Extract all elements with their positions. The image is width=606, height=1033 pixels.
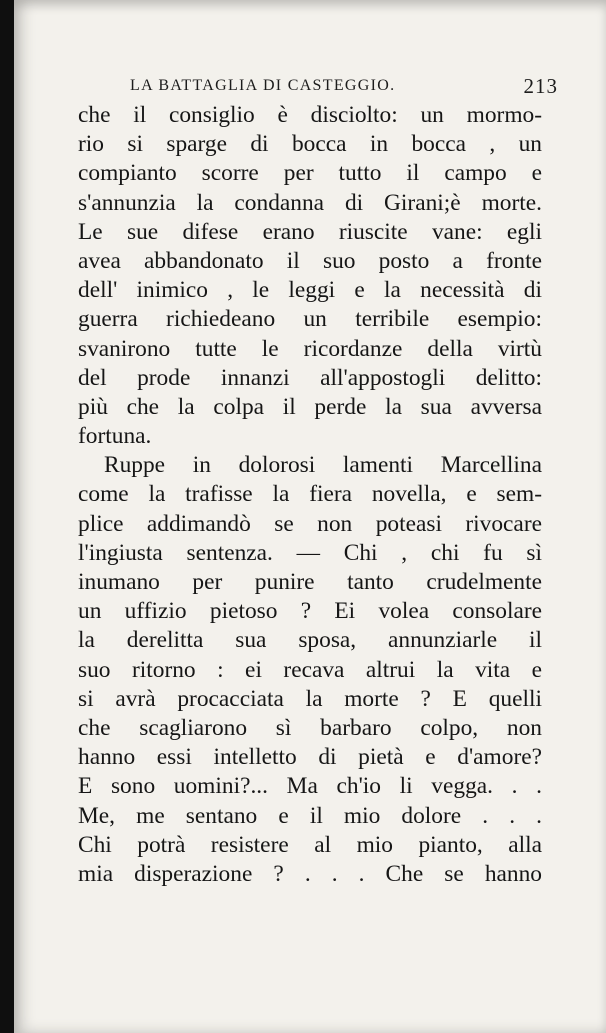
- text-line: si avrà procacciata la morte ? E quelli: [78, 685, 542, 712]
- text-line: l'ingiusta sentenza. — Chi , chi fu sì: [78, 539, 542, 566]
- text-line: che il consiglio è disciolto: un mormo-: [78, 102, 542, 128]
- text-line: dell' inimico , le leggi e la necessità di: [78, 277, 542, 304]
- text-line: avea abbandonato il suo posto a fronte: [78, 247, 542, 274]
- text-line: mia disperazione ? . . . Che se hanno: [78, 860, 542, 887]
- text-line: guerra richiedeano un terribile esempio:: [78, 306, 542, 333]
- text-line: E sono uomini?... Ma ch'io li vegga. . .: [78, 773, 542, 800]
- text-line: del prode innanzi all'appostogli delitto:: [78, 364, 542, 391]
- text-line: Ruppe in dolorosi lamenti Marcellina: [104, 452, 542, 479]
- text-line: Le sue difese erano riuscite vane: egli: [78, 218, 542, 245]
- text-line: suo ritorno : ei recava altrui la vita e: [78, 656, 542, 683]
- chapter-title: LA BATTAGLIA DI CASTEGGIO.: [130, 77, 396, 94]
- text-line: fortuna.: [78, 423, 152, 450]
- text-line: la derelitta sua sposa, annunziarle il: [78, 627, 542, 654]
- text-line: come la trafisse la fiera novella, e sem-: [78, 481, 542, 508]
- text-line: s'annunzia la condanna di Girani;è morte.: [78, 189, 542, 216]
- body-text: [78, 101, 542, 889]
- text-line: un uffizio pietoso ? Ei volea consolare: [78, 598, 542, 625]
- text-line: plice addimandò se non poteasi rivocare: [78, 510, 542, 537]
- text-line: che scagliarono sì barbaro colpo, non: [78, 714, 542, 741]
- text-line: più che la colpa il perde la sua avversa: [78, 393, 542, 420]
- page-number: 213: [523, 74, 558, 98]
- text-line: inumano per punire tanto crudelmente: [78, 569, 542, 595]
- book-page: [14, 0, 606, 1033]
- text-line: svanirono tutte le ricordanze della virtù: [78, 335, 542, 362]
- text-line: rio si sparge di bocca in bocca , un: [78, 131, 542, 158]
- text-line: Chi potrà resistere al mio pianto, alla: [78, 831, 542, 858]
- text-line: compianto scorre per tutto il campo e: [78, 160, 542, 187]
- text-line: Me, me sentano e il mio dolore . . .: [78, 802, 542, 829]
- text-line: hanno essi intelletto di pietà e d'amore?: [78, 744, 542, 771]
